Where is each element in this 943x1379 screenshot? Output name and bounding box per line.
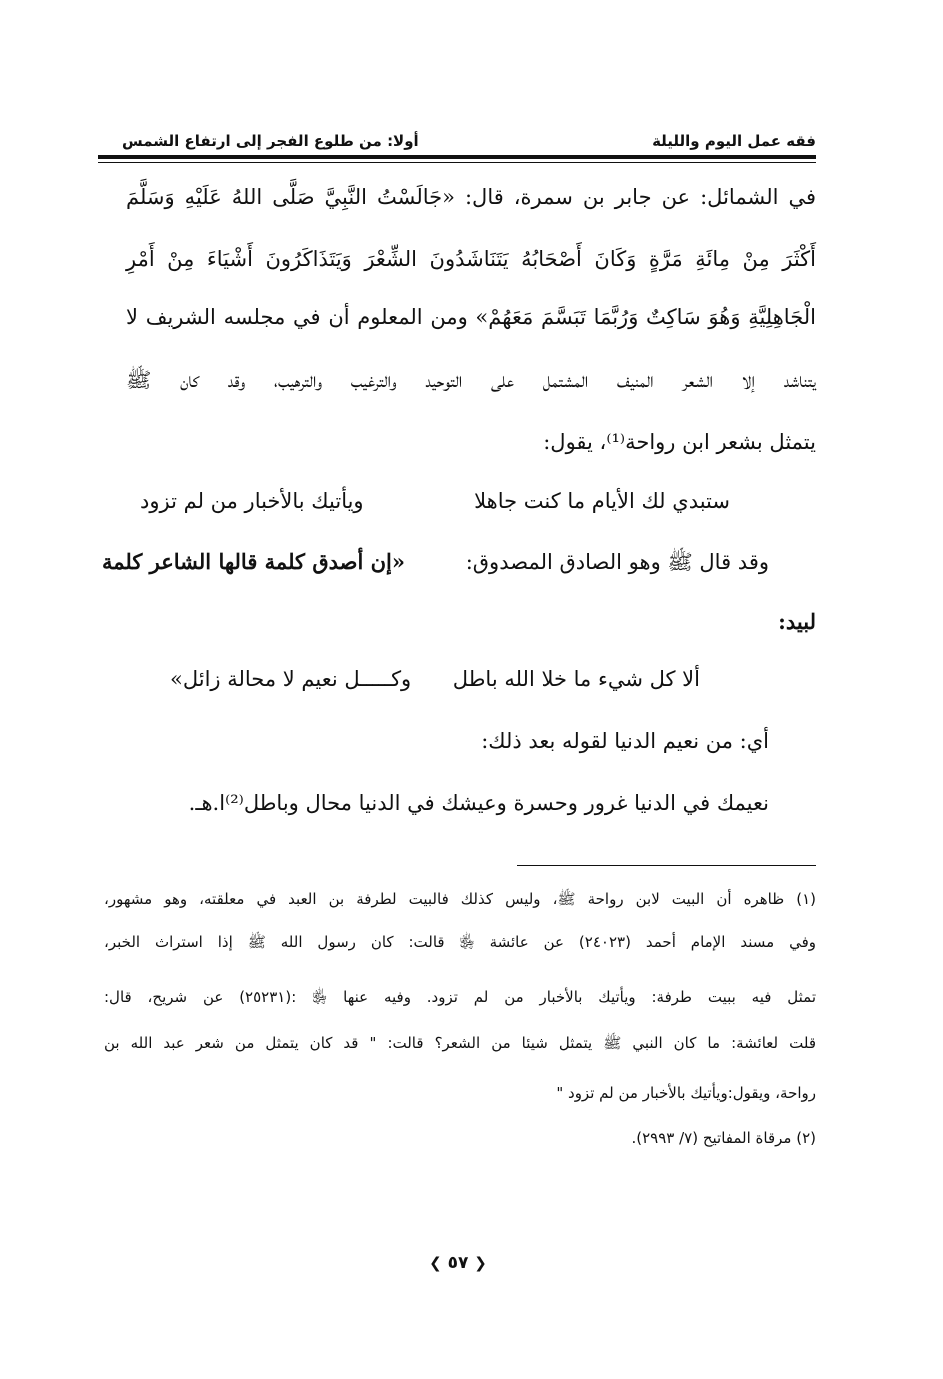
verse-2-first-hemistich: ألا كل شيء ما خلا الله باطل [452, 667, 700, 691]
header-rule-thin [98, 162, 816, 163]
verse-1-second-hemistich: ويأتيك بالأخبار من لم تزود [140, 489, 364, 513]
footnote-1-line-3: تمثل فيه ببيت طرفة: ويأتيك بالأخبار من لم تزود. وفيه عنها ﵂ :(٢٥٢٣١) عن شريح، قال: [104, 988, 816, 1006]
labid-line: لبيد: [778, 609, 816, 634]
section-title: أولا: من طلوع الفجر إلى ارتفاع الشمس [122, 132, 419, 150]
footnote-1-line-5: رواحة، ويقول:ويأتيك بالأخبار من لم تزود " [556, 1084, 816, 1102]
quote-start-bold: «إن أصدق كلمة قالها الشاعر كلمة [102, 549, 406, 574]
footnote-2: (٢) مرقاة المفاتيح (٧/ ٢٩٩٣). [631, 1129, 816, 1147]
body-line-5: يتمثل بشعر ابن رواحة⁽¹⁾، يقول: [543, 430, 816, 454]
body-line-2: أَكْثَرَ مِنْ مِائَةِ مَرَّةٍ وَكَانَ أَصْحَابُهُ يَتَنَاشَدُونَ الشِّعْرَ وَيَتَذَاكَرُونَ أَشْيَاءَ مِنْ أَمْرِ [126, 247, 816, 271]
footnote-1-line-2: وفي مسند الإمام أحمد (٢٤٠٢٣) عن عائشة ﵂ قالت: كان رسول الله ﷺ إذا استراث الخبر، [104, 933, 817, 951]
ornament-right-icon: ❯ [474, 1254, 487, 1272]
ornament-left-icon: ❮ [429, 1254, 442, 1272]
running-header [98, 128, 816, 154]
quote-intro: وقد قال ﷺ وهو الصادق المصدوق: [465, 550, 769, 574]
verse-3: نعيمك في الدنيا غرور وحسرة وعيشك في الدنيا محال وباطل⁽²⁾ا.هـ. [188, 791, 769, 815]
body-line-1: في الشمائل: عن جابر بن سمرة، قال: «جَالَسْتُ النَّبِيَّ صَلَّى اللهُ عَلَيْهِ وَسَلَّمَ [126, 185, 816, 209]
explanation-line: أي: من نعيم الدنيا لقوله بعد ذلك: [481, 729, 769, 753]
verse-1-first-hemistich: ستبدي لك الأيام ما كنت جاهلا [474, 489, 730, 513]
footnote-1-line-4: قلت لعائشة: ما كان النبي ﷺ يتمثل شيئا من الشعر؟ قالت: " قد كان يتمثل من شعر عبد الله بن [104, 1034, 816, 1052]
footnote-1-line-1: (١) ظاهره أن البيت لابن رواحة ﷺ، وليس كذلك فالبيت لطرفة بن العبد في معلقته، وهو مشهور، [104, 890, 816, 908]
page-number-value: ٥٧ [447, 1253, 469, 1273]
body-line-4: يتناشد إلا الشعر المنيف المشتمل على التوحيد والترغيب والترهيب، وقد كان ﷺ [126, 368, 816, 392]
header-rule-thick [98, 155, 816, 159]
footnote-separator [517, 865, 816, 866]
verse-2-second-hemistich: وكـــــل نعيم لا محالة زائل» [170, 667, 412, 691]
book-title: فقه عمل اليوم والليلة [652, 132, 816, 150]
page-number [410, 1249, 506, 1277]
body-line-3: الْجَاهِلِيَّةِ وَهُوَ سَاكِتٌ وَرُبَّمَا تَبَسَّمَ مَعَهُمْ» ومن المعلوم أن في مجلسه الشريف لا [126, 305, 816, 329]
